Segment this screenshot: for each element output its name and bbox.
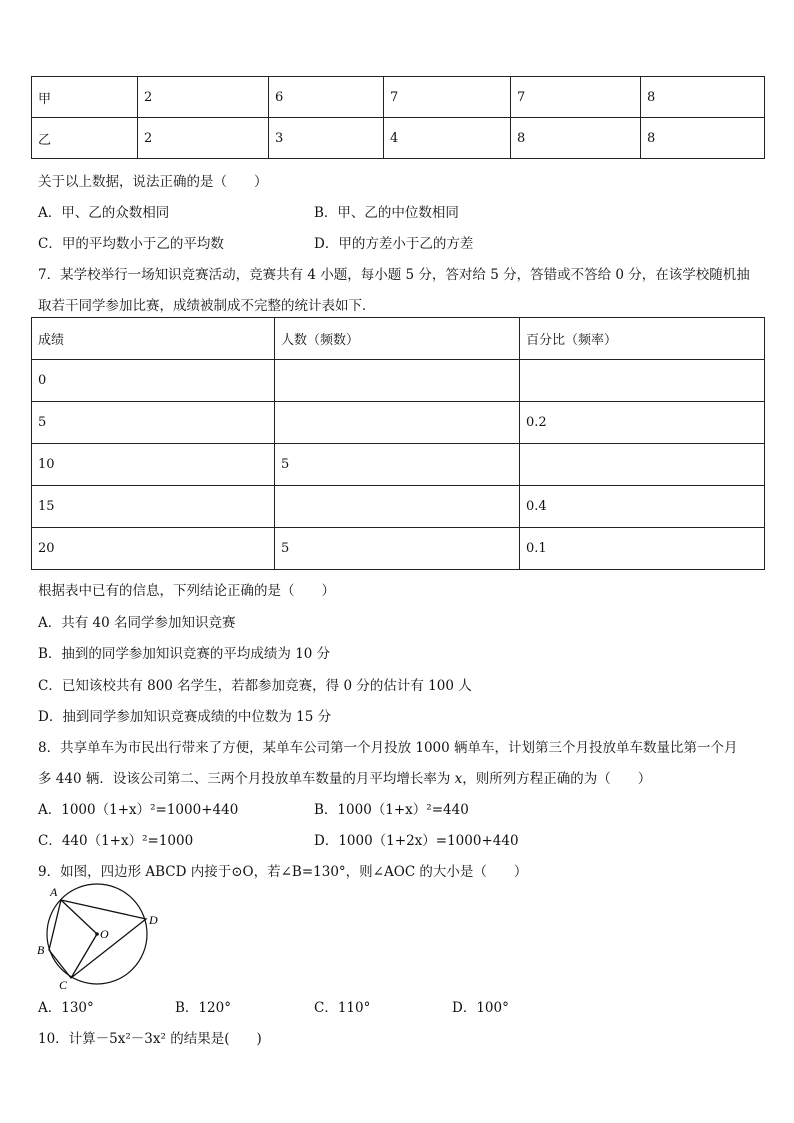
- label-a: A: [50, 885, 58, 899]
- table-cell: 2: [138, 77, 269, 118]
- table-row: [32, 528, 765, 570]
- q8-option-b[interactable]: B．1000（1+x）²=440: [314, 802, 469, 818]
- table-row: [32, 486, 765, 528]
- q8-stem-text: ，则所列方程正确的为（ ）: [462, 771, 652, 787]
- q9-stem: 9．如图，四边形 ABCD 内接于⊙O，若∠B=130°，则∠AOC 的大小是（ ）: [38, 864, 528, 880]
- q9-option-b[interactable]: B．120°: [175, 1000, 231, 1016]
- q7-option-a[interactable]: A．共有 40 名同学参加知识竞赛: [38, 615, 236, 631]
- q8-option-d[interactable]: D．1000（1+2x）=1000+440: [314, 833, 519, 849]
- table-cell: [275, 402, 520, 444]
- q7-option-d[interactable]: D．抽到同学参加知识竞赛成绩的中位数为 15 分: [38, 709, 332, 725]
- label-d: D: [149, 913, 158, 927]
- table-cell: 0.2: [520, 402, 765, 444]
- table-header-cell: 人数（频数）: [275, 318, 520, 360]
- table-cell: 8: [511, 118, 641, 159]
- table-row: [32, 444, 765, 486]
- table-cell: 10: [32, 444, 275, 486]
- table-cell: 6: [269, 77, 384, 118]
- table-cell: 7: [511, 77, 641, 118]
- label-o: O: [100, 927, 109, 941]
- table-cell: [275, 486, 520, 528]
- q9-option-a[interactable]: A．130°: [38, 1000, 94, 1016]
- table-cell: 5: [32, 402, 275, 444]
- table-cell: 2: [138, 118, 269, 159]
- table-header-cell: 百分比（频率）: [520, 318, 765, 360]
- inscribed-quadrilateral-figure: [34, 882, 164, 990]
- q6-option-b[interactable]: B．甲、乙的中位数相同: [314, 205, 459, 221]
- q9-option-d[interactable]: D．100°: [452, 1000, 509, 1016]
- q7-stem-line2: 取若干同学参加比赛，成绩被制成不完整的统计表如下．: [38, 298, 376, 314]
- table-cell: 4: [384, 118, 511, 159]
- data-table-jia-yi: [31, 76, 765, 159]
- table-cell: [520, 360, 765, 402]
- q6-option-d[interactable]: D．甲的方差小于乙的方差: [314, 236, 474, 252]
- table-cell: 3: [269, 118, 384, 159]
- q9-option-c[interactable]: C．110°: [314, 1000, 371, 1016]
- q7-stem-line1: 7．某学校举行一场知识竞赛活动，竞赛共有 4 小题，每小题 5 分，答对给 5 分，答错或不答给 0 分，在该学校随机抽: [38, 267, 750, 283]
- q8-variable-x: x: [454, 771, 463, 787]
- table-row: [32, 118, 765, 159]
- table-cell: 7: [384, 77, 511, 118]
- table-row: [32, 402, 765, 444]
- q8-stem-line1: 8．共享单车为市民出行带来了方便，某单车公司第一个月投放 1000 辆单车，计划第三个月投放单车数量比第一个月: [38, 740, 738, 756]
- table-header-cell: 成绩: [32, 318, 275, 360]
- table-cell: 15: [32, 486, 275, 528]
- q7-option-c[interactable]: C．已知该校共有 800 名学生，若都参加竞赛，得 0 分的估计有 100 人: [38, 678, 472, 694]
- table-cell: 5: [275, 528, 520, 570]
- table-cell: 乙: [32, 118, 138, 159]
- q8-option-c[interactable]: C．440（1+x）²=1000: [38, 833, 194, 849]
- segment-oc: [71, 934, 97, 978]
- q6-option-a[interactable]: A．甲、乙的众数相同: [38, 205, 170, 221]
- table-cell: 甲: [32, 77, 138, 118]
- q8-stem-line2: [38, 767, 651, 787]
- table-cell: 8: [641, 118, 765, 159]
- label-c: C: [59, 978, 68, 990]
- table-cell: 20: [32, 528, 275, 570]
- q6-stem: 关于以上数据，说法正确的是（ ）: [38, 174, 268, 190]
- score-statistics-table: [31, 317, 765, 570]
- q7-option-b[interactable]: B．抽到的同学参加知识竞赛的平均成绩为 10 分: [38, 646, 331, 662]
- segment-ao: [61, 900, 97, 934]
- quadrilateral-abcd: [49, 900, 146, 978]
- table-cell: [275, 360, 520, 402]
- q8-option-a[interactable]: A．1000（1+x）²=1000+440: [38, 802, 239, 818]
- table-cell: 8: [641, 77, 765, 118]
- table-cell: 0.1: [520, 528, 765, 570]
- table-cell: 0.4: [520, 486, 765, 528]
- q7-question: 根据表中已有的信息，下列结论正确的是（ ）: [38, 583, 335, 599]
- q10-stem: 10．计算－5x²－3x² 的结果是( ): [38, 1031, 262, 1047]
- table-cell: 0: [32, 360, 275, 402]
- label-b: B: [37, 943, 45, 957]
- table-cell: 5: [275, 444, 520, 486]
- table-row: [32, 77, 765, 118]
- table-cell: [520, 444, 765, 486]
- center-point: [95, 932, 99, 936]
- q8-stem-text: 多 440 辆．设该公司第二、三两个月投放单车数量的月平均增长率为: [38, 771, 455, 787]
- table-row: [32, 360, 765, 402]
- q6-option-c[interactable]: C．甲的平均数小于乙的平均数: [38, 236, 224, 252]
- table-header-row: [32, 318, 765, 360]
